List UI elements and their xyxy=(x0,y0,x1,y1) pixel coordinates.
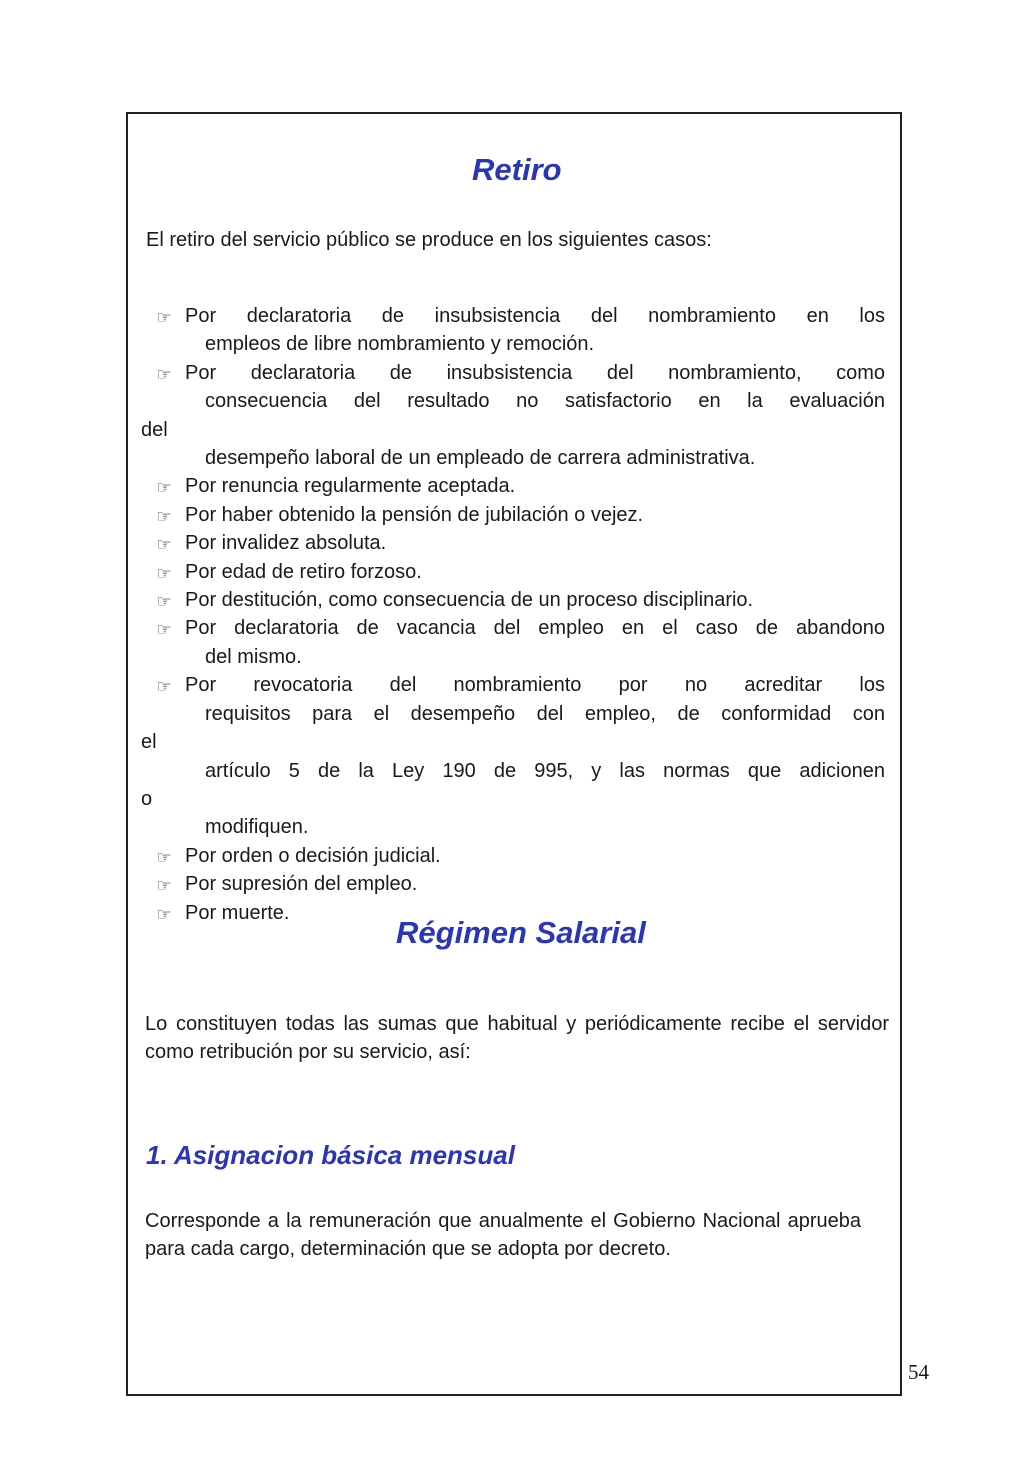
regimen-salarial-text: Lo constituyen todas las sumas que habitual y periódicamente recibe el servidor como retribución por su servicio, así: xyxy=(145,1013,889,1064)
retiro-case-item xyxy=(0,870,1024,898)
retiro-case-line: Por haber obtenido la pensión de jubilación o vejez. xyxy=(185,503,644,526)
asignacion-basica-title: 1. Asignacion básica mensual xyxy=(146,1140,515,1170)
retiro-case-line: el xyxy=(141,731,157,754)
retiro-case-item xyxy=(0,671,1024,841)
pointing-hand-icon: ☞ xyxy=(156,904,172,924)
retiro-case-item xyxy=(0,558,1024,586)
retiro-case-item xyxy=(0,614,1024,671)
pointing-hand-icon: ☞ xyxy=(156,535,172,555)
retiro-intro: El retiro del servicio público se produce en los siguientes casos: xyxy=(146,229,712,251)
retiro-case-line: Por muerte. xyxy=(185,901,290,924)
retiro-case-line: Por declaratoria de insubsistencia del nombramiento, como xyxy=(185,361,885,384)
retiro-case-item xyxy=(0,529,1024,557)
retiro-case-line: requisitos para el desempeño del empleo, de conformidad con xyxy=(205,702,885,725)
retiro-case-line: modifiquen. xyxy=(205,816,309,839)
retiro-case-line: artículo 5 de la Ley 190 de 995, y las normas que adicionen xyxy=(205,759,885,782)
retiro-title: Retiro xyxy=(472,152,562,187)
retiro-case-line: del xyxy=(141,418,168,441)
page-number: 54 xyxy=(908,1360,929,1384)
pointing-hand-icon: ☞ xyxy=(156,592,172,612)
retiro-case-item xyxy=(0,472,1024,500)
retiro-case-line: empleos de libre nombramiento y remoción. xyxy=(205,333,595,356)
regimen-salarial-title: Régimen Salarial xyxy=(396,915,646,950)
retiro-case-line: desempeño laboral de un empleado de carrera administrativa. xyxy=(205,447,756,470)
pointing-hand-icon: ☞ xyxy=(156,478,172,498)
pointing-hand-icon: ☞ xyxy=(156,364,172,384)
retiro-case-item xyxy=(0,842,1024,870)
pointing-hand-icon: ☞ xyxy=(156,308,172,327)
retiro-case-line: Por revocatoria del nombramiento por no acreditar los xyxy=(185,674,885,697)
pointing-hand-icon: ☞ xyxy=(156,847,172,867)
retiro-case-item xyxy=(0,501,1024,529)
retiro-case-item xyxy=(0,359,1024,473)
retiro-case-line: Por destitución, como consecuencia de un proceso disciplinario. xyxy=(185,589,754,612)
pointing-hand-icon: ☞ xyxy=(156,506,172,526)
pointing-hand-icon: ☞ xyxy=(156,677,172,697)
retiro-case-line: o xyxy=(141,787,153,810)
retiro-case-line: del mismo. xyxy=(205,645,302,668)
pointing-hand-icon: ☞ xyxy=(156,620,172,640)
retiro-case-line: Por orden o decisión judicial. xyxy=(185,844,441,867)
retiro-case-line: Por declaratoria de vacancia del empleo en el caso de abandono xyxy=(185,617,885,640)
retiro-case-line: Por renuncia regularmente aceptada. xyxy=(185,475,516,498)
retiro-case-line: consecuencia del resultado no satisfactorio en la evaluación xyxy=(205,390,885,413)
retiro-cases-list xyxy=(0,302,1024,927)
pointing-hand-icon: ☞ xyxy=(156,876,172,896)
retiro-case-item xyxy=(0,586,1024,614)
retiro-case-line: Por invalidez absoluta. xyxy=(185,532,387,555)
retiro-case-line: Por declaratoria de insubsistencia del nombramiento en los xyxy=(185,305,885,327)
retiro-case-line: Por edad de retiro forzoso. xyxy=(185,560,422,583)
retiro-case-line: Por supresión del empleo. xyxy=(185,873,418,896)
pointing-hand-icon: ☞ xyxy=(156,563,172,583)
retiro-case-item xyxy=(0,302,1024,359)
asignacion-basica-text: Corresponde a la remuneración que anualmente el Gobierno Nacional aprueba para cada cargo, determinación que se adopta por decreto. xyxy=(145,1210,861,1261)
